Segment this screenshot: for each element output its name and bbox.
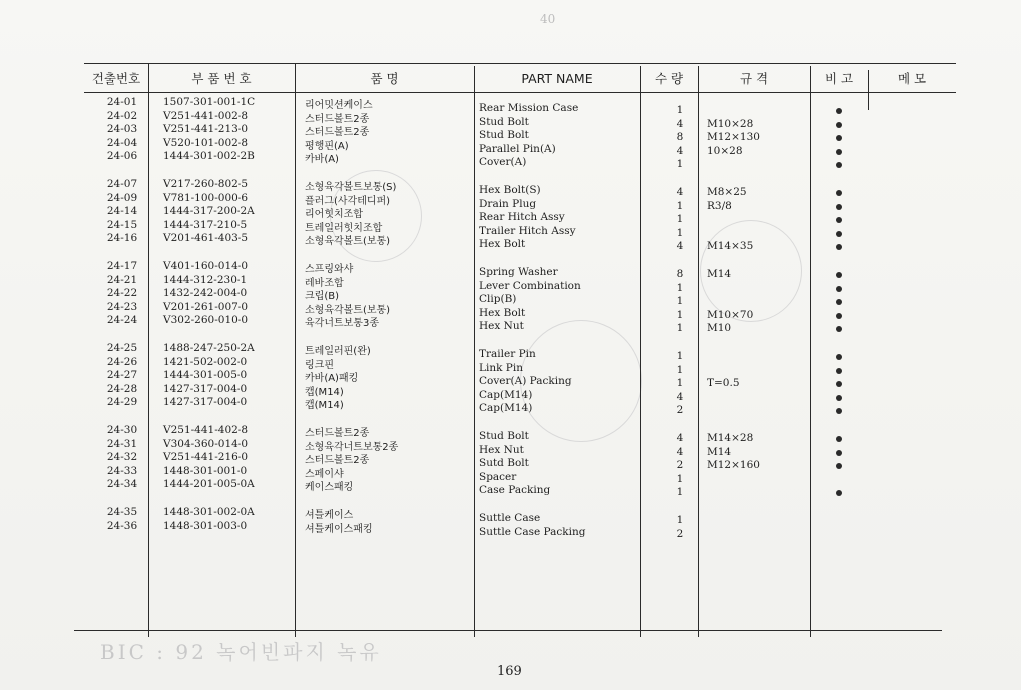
quantity: 1 (676, 308, 684, 321)
part-name-kr: 리어밋션케이스 (305, 100, 373, 111)
remark-dot (836, 244, 842, 250)
footer-rule (74, 630, 942, 631)
part-code: 24-24 (106, 314, 138, 327)
header-memo: 메 모 (897, 71, 927, 86)
quantity: 1 (676, 199, 684, 212)
part-name-en: Parallel Pin(A) (479, 142, 556, 155)
quantity: 2 (676, 527, 684, 540)
part-number: V401-160-014-0 (163, 260, 249, 272)
remark-dot (836, 190, 842, 196)
header-name-kr: 품 명 (370, 71, 399, 86)
part-name-en: Cap(M14) (479, 388, 533, 401)
remark-dot (836, 490, 842, 496)
part-name-kr: 스페이샤 (305, 468, 344, 480)
part-name-en: Suttle Case Packing (479, 525, 586, 538)
quantity: 4 (676, 186, 684, 198)
part-name-en: Link Pin (479, 361, 523, 374)
quantity: 1 (676, 350, 684, 362)
quantity: 1 (676, 295, 684, 308)
part-number: 1488-247-250-2A (163, 342, 255, 354)
part-code: 24-17 (106, 260, 138, 272)
part-code: 24-28 (106, 382, 138, 395)
remark-dot (836, 395, 842, 401)
part-name-kr: 트레일러힛치조합 (305, 222, 383, 234)
quantity: 4 (676, 117, 684, 130)
part-name-kr: 크립(B) (305, 291, 339, 303)
remark-dot (836, 204, 842, 210)
remark-dot (836, 217, 842, 223)
part-name-en: Case Packing (479, 484, 551, 497)
part-code: 24-34 (106, 478, 138, 491)
quantity: 1 (676, 514, 684, 526)
header-part-no: 부 품 번 호 (191, 71, 252, 86)
remark-dot (836, 313, 842, 319)
part-name-kr: 캡(M14) (305, 386, 344, 398)
ghost-show-through-text: BIC : 92 녹어빈파지 녹유 (100, 640, 382, 664)
part-number: V304-360-014-0 (163, 437, 249, 450)
part-code: 24-04 (106, 136, 138, 149)
part-name-en: Stud Bolt (479, 129, 529, 142)
part-number: V251-441-216-0 (163, 451, 249, 464)
part-code: 24-29 (106, 396, 138, 409)
part-name-kr: 카바(A) (305, 154, 339, 166)
remark-dot (836, 162, 842, 168)
part-number: 1444-317-210-5 (163, 218, 248, 231)
remark-dot (836, 381, 842, 387)
part-name-en: Rear Mission Case (479, 102, 579, 114)
part-name-kr: 캡(M14) (305, 400, 344, 412)
quantity: 1 (676, 213, 684, 226)
part-name-en: Hex Bolt (479, 238, 526, 251)
remark-dot (836, 231, 842, 237)
part-name-kr: 스터드볼트2종 (305, 113, 370, 125)
part-number: V201-461-403-5 (163, 232, 249, 245)
part-code: 24-07 (106, 178, 138, 190)
quantity: 2 (676, 404, 684, 417)
quantity: 2 (676, 459, 684, 472)
specification: M12×160 (707, 459, 760, 472)
quantity: 1 (676, 472, 684, 485)
remark-dot (836, 299, 842, 305)
part-code: 24-09 (106, 191, 138, 204)
part-name-en: Rear Hitch Assy (479, 211, 565, 224)
part-name-en: Spring Washer (479, 266, 558, 278)
part-name-en: Hex Bolt(S) (479, 184, 541, 196)
specification: M10×28 (707, 117, 754, 130)
remark-dot (836, 272, 842, 278)
quantity: 1 (676, 104, 684, 116)
part-code: 24-21 (106, 273, 138, 286)
part-name-en: Spacer (479, 470, 517, 483)
remark-dot (836, 368, 842, 374)
part-name-en: Hex Nut (479, 443, 524, 456)
part-name-kr: 카바(A)패킹 (305, 373, 359, 385)
part-code: 24-15 (106, 218, 138, 231)
part-name-en: Sutd Bolt (479, 457, 529, 470)
quantity: 4 (676, 432, 684, 444)
quantity: 4 (676, 390, 684, 403)
part-code: 24-16 (106, 232, 138, 245)
part-name-kr: 평행핀(A) (305, 140, 349, 152)
part-number: V251-441-002-8 (163, 109, 249, 122)
part-number: V251-441-402-8 (163, 424, 249, 436)
part-name-en: Suttle Case (479, 512, 541, 524)
quantity: 1 (676, 322, 684, 335)
remark-dot (836, 135, 842, 141)
specification: M14×35 (707, 240, 754, 253)
remark-dot (836, 149, 842, 155)
part-code: 24-35 (106, 506, 138, 518)
part-name-kr: 케이스패킹 (305, 482, 354, 494)
specification: M14×28 (707, 432, 754, 444)
part-number: 1427-317-004-0 (163, 396, 248, 409)
part-name-en: Cover(A) Packing (479, 375, 572, 388)
part-name-kr: 셔틀케이스패킹 (305, 523, 373, 535)
part-number: V201-261-007-0 (163, 300, 249, 313)
part-number: V302-260-010-0 (163, 314, 249, 327)
column-rule (474, 66, 475, 637)
part-number: 1448-301-002-0A (163, 506, 255, 518)
quantity: 8 (676, 131, 684, 144)
specification: M12×130 (707, 131, 760, 144)
specification: R3/8 (707, 199, 732, 212)
part-code: 24-01 (106, 96, 138, 108)
top-page-mark: 40 (540, 12, 556, 26)
part-name-en: Lever Combination (479, 279, 581, 292)
remark-dot (836, 326, 842, 332)
part-number: V781-100-000-6 (163, 191, 249, 204)
quantity: 4 (676, 445, 684, 458)
part-number: 1427-317-004-0 (163, 382, 248, 395)
quantity: 1 (676, 226, 684, 239)
part-name-kr: 스터드볼트2종 (305, 428, 370, 439)
part-number: 1421-502-002-0 (163, 355, 248, 368)
quantity: 8 (676, 268, 684, 280)
part-name-kr: 플러그(사각테디퍼) (305, 195, 391, 207)
part-name-kr: 리어힛치조합 (305, 209, 363, 221)
specification: M14 (707, 445, 732, 458)
quantity: 1 (676, 158, 684, 171)
part-name-kr: 스터드볼트2종 (305, 455, 370, 467)
part-name-en: Stud Bolt (479, 115, 529, 128)
specification: M10×70 (707, 308, 754, 321)
part-number: 1444-201-005-0A (163, 478, 255, 491)
remark-dot (836, 463, 842, 469)
part-name-kr: 셔틀케이스 (305, 510, 354, 521)
part-name-en: Hex Nut (479, 320, 524, 333)
part-name-en: Drain Plug (479, 197, 537, 210)
part-code: 24-14 (106, 205, 138, 218)
part-name-en: Cap(M14) (479, 402, 533, 415)
column-rule (295, 63, 296, 637)
quantity: 1 (676, 377, 684, 390)
part-number: 1448-301-001-0 (163, 464, 248, 477)
remark-dot (836, 122, 842, 128)
remark-dot (836, 108, 842, 114)
part-code: 24-25 (106, 342, 138, 354)
part-code: 24-26 (106, 355, 138, 368)
remark-dot (836, 436, 842, 442)
part-code: 24-06 (106, 150, 138, 163)
part-code: 24-30 (106, 424, 138, 436)
remark-dot (836, 354, 842, 360)
part-number: V217-260-802-5 (163, 178, 249, 190)
part-number: V520-101-002-8 (163, 136, 249, 149)
specification: M10 (707, 322, 732, 335)
part-name-en: Stud Bolt (479, 430, 529, 442)
part-name-kr: 소형육각너트보통2종 (305, 441, 399, 453)
part-code: 24-33 (106, 464, 138, 477)
quantity: 1 (676, 281, 684, 294)
header-qty: 수 량 (654, 71, 684, 86)
page-number: 169 (497, 664, 522, 679)
part-code: 24-36 (106, 519, 138, 532)
part-number: 1444-301-005-0 (163, 369, 248, 382)
column-rule (640, 66, 641, 637)
part-name-kr: 소형육각볼트(보통) (305, 236, 391, 248)
part-number: 1444-317-200-2A (163, 205, 255, 218)
part-number: 1432-242-004-0 (163, 287, 248, 300)
remark-dot (836, 408, 842, 414)
header-remark: 비 고 (824, 71, 854, 86)
specification: M8×25 (707, 186, 747, 198)
part-number: 1507-301-001-1C (163, 96, 256, 108)
remark-dot (836, 450, 842, 456)
part-name-en: Trailer Hitch Assy (479, 224, 576, 237)
part-name-en: Cover(A) (479, 156, 527, 169)
specification: T=0.5 (707, 377, 740, 390)
header-spec: 규 격 (739, 71, 769, 86)
part-number: V251-441-213-0 (163, 123, 249, 136)
part-code: 24-27 (106, 369, 138, 382)
part-name-en: Hex Bolt (479, 306, 526, 319)
part-code: 24-32 (106, 451, 138, 464)
part-name-kr: 소형육각볼트(보통) (305, 304, 391, 316)
quantity: 1 (676, 363, 684, 376)
part-number: 1444-301-002-2B (163, 150, 255, 163)
part-code: 24-22 (106, 287, 138, 300)
part-name-en: Clip(B) (479, 293, 517, 306)
part-name-kr: 스프링와샤 (305, 264, 354, 275)
header-part-name: PART NAME (521, 70, 593, 86)
header-code: 건출번호 (91, 71, 141, 86)
part-name-kr: 스터드볼트2종 (305, 127, 370, 139)
part-name-kr: 소형육각볼트보통(S) (305, 182, 397, 193)
column-rule (148, 63, 149, 637)
part-code: 24-03 (106, 123, 138, 136)
part-code: 24-31 (106, 437, 138, 450)
quantity: 1 (676, 486, 684, 499)
part-name-kr: 트레일러핀(완) (305, 346, 371, 357)
remark-dot (836, 286, 842, 292)
part-code: 24-02 (106, 109, 138, 122)
part-number: 1444-312-230-1 (163, 273, 248, 286)
specification: 10×28 (707, 144, 743, 157)
part-name-kr: 육각너트보통3종 (305, 318, 379, 330)
column-rule (810, 66, 811, 637)
part-name-kr: 링크핀 (305, 359, 334, 371)
part-name-en: Trailer Pin (479, 348, 536, 360)
part-code: 24-23 (106, 300, 138, 313)
quantity: 4 (676, 240, 684, 253)
part-name-kr: 레바조합 (305, 277, 344, 289)
specification: M14 (707, 268, 732, 280)
quantity: 4 (676, 144, 684, 157)
part-number: 1448-301-003-0 (163, 519, 248, 532)
